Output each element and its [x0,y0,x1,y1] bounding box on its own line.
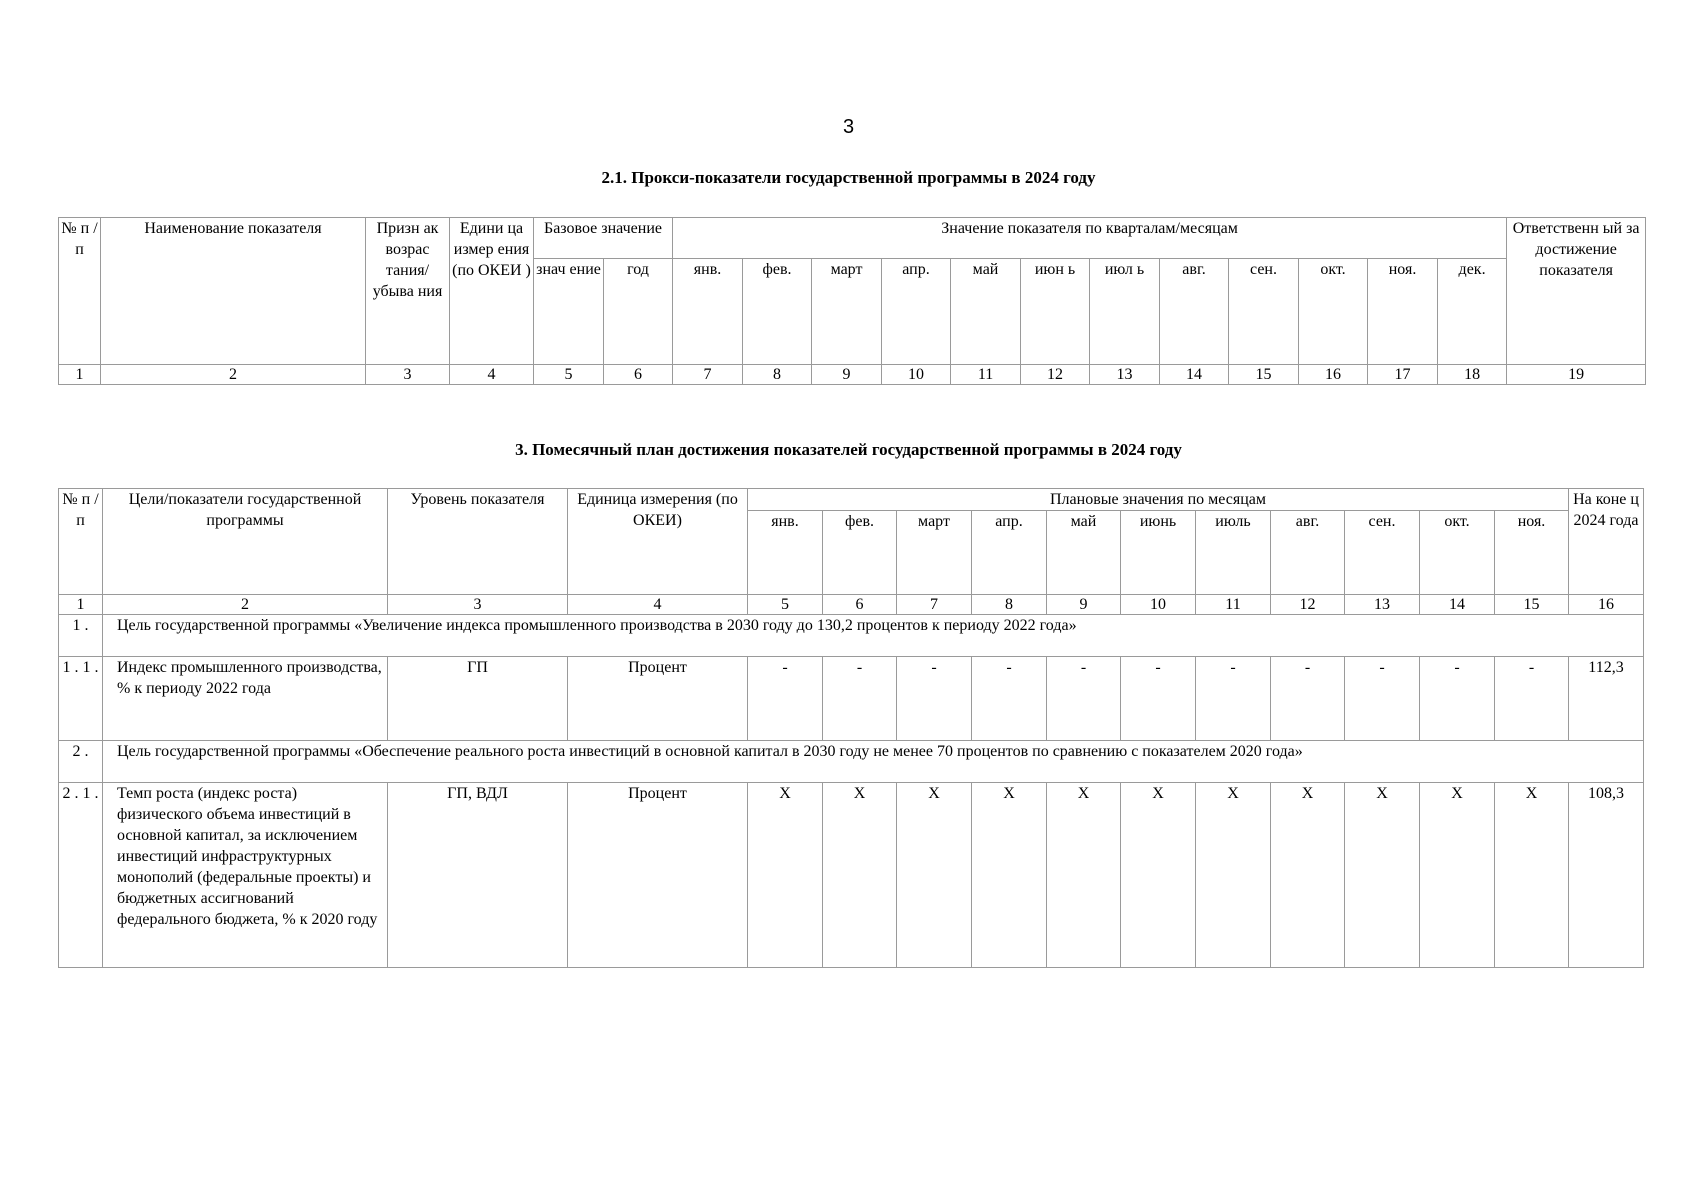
header-month: окт. [1420,511,1495,595]
plan-value: - [972,657,1047,741]
column-number: 7 [897,595,972,615]
indicator-level: ГП, ВДЛ [388,783,568,968]
plan-value: - [1196,657,1271,741]
column-number: 14 [1420,595,1495,615]
column-number: 4 [450,365,534,385]
plan-value: - [1271,657,1345,741]
plan-value: Х [1196,783,1271,968]
table2-header-row-1 [59,489,1644,511]
goal-row [59,741,1644,783]
proxy-indicators-table [58,217,1646,385]
header-month: март [897,511,972,595]
header-month: май [1047,511,1121,595]
table1-header-row-1 [59,218,1646,259]
column-number: 19 [1507,365,1646,385]
column-number: 5 [534,365,604,385]
plan-value: Х [823,783,897,968]
header-month: ноя. [1368,259,1438,365]
indicator-row [59,783,1644,968]
header-base-value: Базовое значение [534,218,673,259]
header-num [59,218,101,365]
plan-value: - [1345,657,1420,741]
table1-column-numbers [59,365,1646,385]
header-month: апр. [972,511,1047,595]
header-month: окт. [1299,259,1368,365]
column-number: 18 [1438,365,1507,385]
header-num-label: № п / п [61,220,98,258]
plan-value: Х [1121,783,1196,968]
indicator-name: Темп роста (индекс роста) физического объема инвестиций в основной капитал, за исключением инвестиций инфраструктурных монополий (федеральные проекты) и бюджетных ассигнований федерального бюджета, % к 2020 году [103,783,388,968]
column-number: 2 [103,595,388,615]
column-number: 1 [59,365,101,385]
header-month: янв. [748,511,823,595]
header-unit: Едини ца измер ения (по ОКЕИ ) [450,218,534,365]
column-number: 8 [743,365,812,385]
year-end-value: 108,3 [1569,783,1644,968]
plan-value: - [1047,657,1121,741]
header-planned-values: Плановые значения по месяцам [748,489,1569,511]
column-number: 17 [1368,365,1438,385]
header-num: № п / п [59,489,103,595]
column-number: 1 [59,595,103,615]
page-number: 3 [842,116,855,138]
column-number: 15 [1229,365,1299,385]
column-number: 15 [1495,595,1569,615]
column-number: 5 [748,595,823,615]
column-number: 9 [812,365,882,385]
plan-value: - [1121,657,1196,741]
year-end-value: 112,3 [1569,657,1644,741]
header-month: март [812,259,882,365]
column-number: 11 [951,365,1021,385]
column-number: 16 [1569,595,1644,615]
goal-text: Цель государственной программы «Обеспечение реального роста инвестиций в основной капитал в 2030 году не менее 70 процентов по сравнению с показателем 2020 года» [103,741,1644,783]
plan-value: - [1495,657,1569,741]
indicator-row [59,657,1644,741]
row-num: 1 . 1 . [59,657,103,741]
indicator-level: ГП [388,657,568,741]
column-number: 14 [1160,365,1229,385]
header-month: апр. [882,259,951,365]
header-month: июнь [1121,511,1196,595]
column-number: 11 [1196,595,1271,615]
header-month: май [951,259,1021,365]
header-indicator-level: Уровень показателя [388,489,568,595]
plan-value: Х [1271,783,1345,968]
column-number: 13 [1345,595,1420,615]
goal-text: Цель государственной программы «Увеличение индекса промышленного производства в 2030 году до 130,2 процентов к периоду 2022 года» [103,615,1644,657]
table2-column-numbers [59,595,1644,615]
column-number: 4 [568,595,748,615]
plan-value: Х [1495,783,1569,968]
header-month: ноя. [1495,511,1569,595]
header-month: авг. [1271,511,1345,595]
plan-value: - [897,657,972,741]
column-number: 9 [1047,595,1121,615]
section-title-monthly-plan: 3. Помесячный план достижения показателей государственной программы в 2024 году [515,440,1182,459]
header-month: июн ь [1021,259,1090,365]
header-month: фев. [743,259,812,365]
plan-value: - [1420,657,1495,741]
column-number: 8 [972,595,1047,615]
goal-row [59,615,1644,657]
header-responsible: Ответственн ый за достижение показателя [1507,218,1646,365]
header-unit: Единица измерения (по ОКЕИ) [568,489,748,595]
plan-value: Х [972,783,1047,968]
column-number: 3 [366,365,450,385]
column-number: 10 [882,365,951,385]
column-number: 6 [604,365,673,385]
column-number: 16 [1299,365,1368,385]
section-title-proxy-indicators: 2.1. Прокси-показатели государственной программы в 2024 году [601,168,1096,187]
plan-value: - [748,657,823,741]
header-month: июль [1196,511,1271,595]
header-growth-sign: Призн ак возрас тания/ убыва ния [366,218,450,365]
header-goals-indicators: Цели/показатели государственной программы [103,489,388,595]
plan-value: Х [1420,783,1495,968]
column-number: 2 [101,365,366,385]
column-number: 3 [388,595,568,615]
header-month: сен. [1229,259,1299,365]
plan-value: Х [748,783,823,968]
row-num: 2 . [59,741,103,783]
row-num: 2 . 1 . [59,783,103,968]
header-month: фев. [823,511,897,595]
header-period-values: Значение показателя по кварталам/месяцам [673,218,1507,259]
header-month: авг. [1160,259,1229,365]
column-number: 13 [1090,365,1160,385]
column-number: 12 [1271,595,1345,615]
plan-value: Х [1345,783,1420,968]
indicator-name: Индекс промышленного производства, % к периоду 2022 года [103,657,388,741]
column-number: 12 [1021,365,1090,385]
header-month: июл ь [1090,259,1160,365]
header-month: сен. [1345,511,1420,595]
header-month: дек. [1438,259,1507,365]
indicator-unit: Процент [568,657,748,741]
plan-value: - [823,657,897,741]
header-year-end: На коне ц 2024 года [1569,489,1644,595]
monthly-plan-table [58,488,1644,968]
header-base-value-value: знач ение [534,259,604,365]
column-number: 10 [1121,595,1196,615]
header-month: янв. [673,259,743,365]
header-indicator-name: Наименование показателя [101,218,366,365]
plan-value: Х [897,783,972,968]
column-number: 6 [823,595,897,615]
column-number: 7 [673,365,743,385]
plan-value: Х [1047,783,1121,968]
indicator-unit: Процент [568,783,748,968]
header-base-value-year: год [604,259,673,365]
row-num: 1 . [59,615,103,657]
